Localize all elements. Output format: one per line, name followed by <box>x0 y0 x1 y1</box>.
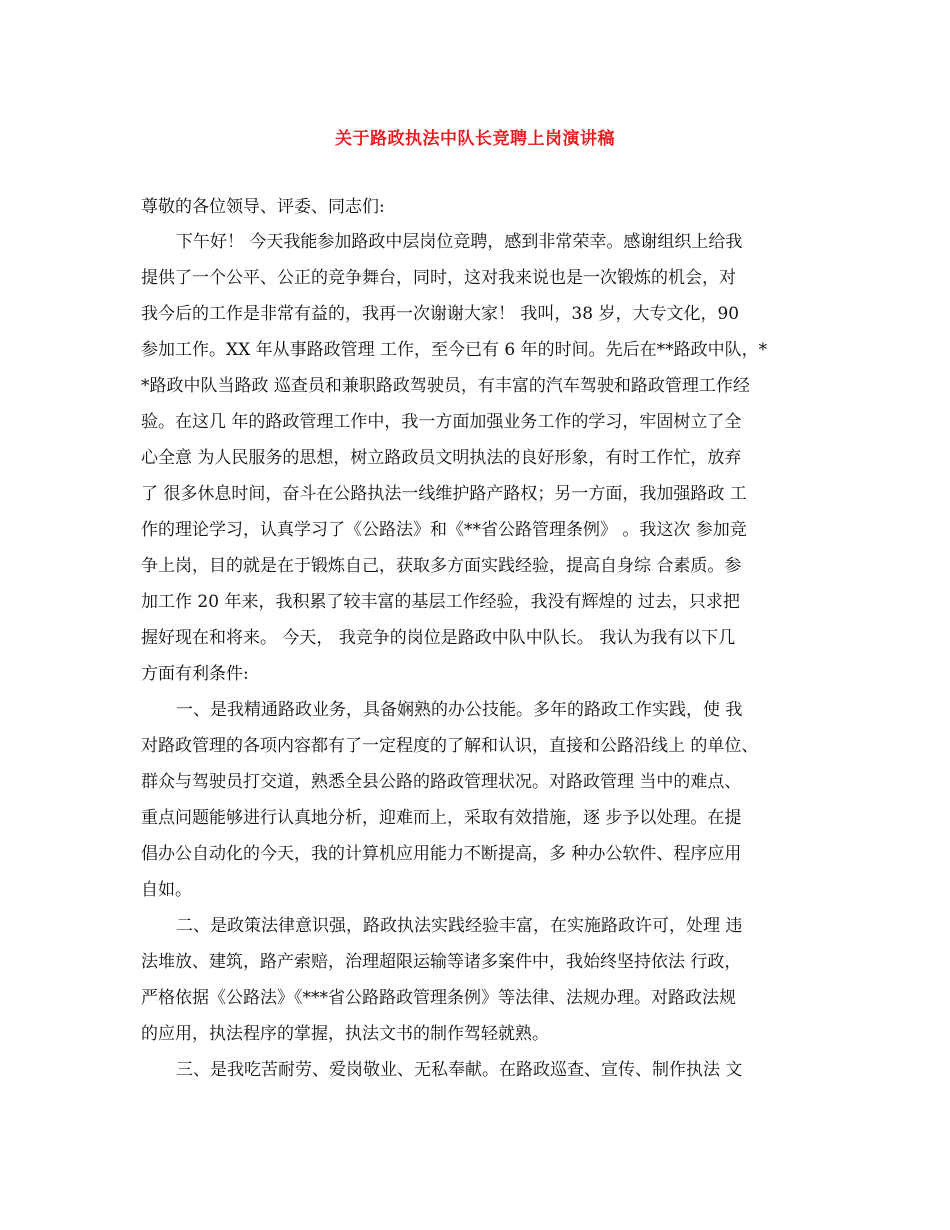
text-line: 群众与驾驶员打交道，熟悉全县公路的路政管理状况。对路政管理 当中的难点、 <box>141 772 742 792</box>
text-line: 尊敬的各位领导、评委、同志们: <box>141 197 385 217</box>
text-line: 重点问题能够进行认真地分析，迎难而上，采取有效措施，逐 步予以处理。在提 <box>141 808 742 828</box>
text-line: *路政中队当路政 巡查员和兼职路政驾驶员，有丰富的汽车驾驶和路政管理工作经 <box>141 376 750 396</box>
text-line: 二、是政策法律意识强，路政执法实践经验丰富，在实施路政许可，处理 违 <box>176 916 743 936</box>
text-line: 下午好！ 今天我能参加路政中层岗位竞聘，感到非常荣幸。感谢组织上给我 <box>176 232 743 252</box>
text-line: 的应用，执法程序的掌握，执法文书的制作驾轻就熟。 <box>141 1024 549 1044</box>
text-line: 方面有利条件: <box>141 664 249 684</box>
text-line: 提供了一个公平、公正的竞争舞台，同时，这对我来说也是一次锻炼的机会，对 <box>141 268 736 288</box>
text-line: 了 很多休息时间，奋斗在公路执法一线维护路产路权；另一方面，我加强路政 工 <box>141 484 747 504</box>
text-line: 作的理论学习，认真学习了《公路法》和《**省公路管理条例》 。我这次 参加竞 <box>141 520 747 540</box>
text-line: 法堆放、建筑，路产索赔，治理超限运输等诸多案件中，我始终坚持依法 行政， <box>141 952 742 972</box>
text-line: 自如。 <box>141 880 192 900</box>
text-line: 加工作 20 年来，我积累了较丰富的基层工作经验，我没有辉煌的 过去，只求把 <box>141 592 740 612</box>
text-line: 倡办公自动化的今天，我的计算机应用能力不断提高，多 种办公软件、程序应用 <box>141 844 742 864</box>
text-line: 对路政管理的各项内容都有了一定程度的了解和认识，直接和公路沿线上 的单位、 <box>141 736 759 756</box>
text-line: 验。在这几 年的路政管理工作中，我一方面加强业务工作的学习，牢固树立了全 <box>141 412 742 432</box>
text-line: 握好现在和将来。 今天， 我竞争的岗位是路政中队中队长。 我认为我有以下几 <box>141 628 736 648</box>
document-title: 关于路政执法中队长竞聘上岗演讲稿 <box>335 129 615 149</box>
text-line: 心全意 为人民服务的思想，树立路政员文明执法的良好形象，有时工作忙，放弃 <box>141 448 742 468</box>
text-line: 争上岗，目的就是在于锻炼自己，获取多方面实践经验，提高自身综 合素质。参 <box>141 556 742 576</box>
text-line: 三、是我吃苦耐劳、爱岗敬业、无私奉献。在路政巡查、宣传、制作执法 文 <box>176 1060 743 1080</box>
text-line: 我今后的工作是非常有益的，我再一次谢谢大家！ 我叫，38 岁，大专文化，90 <box>141 304 740 324</box>
text-line: 一、是我精通路政业务，具备娴熟的办公技能。多年的路政工作实践，使 我 <box>176 700 743 720</box>
text-line: 参加工作。XX 年从事路政管理 工作，至今已有 6 年的时间。先后在**路政中队，* <box>141 340 768 360</box>
text-line: 严格依据《公路法》《***省公路路政管理条例》等法律、法规办理。对路政法规 <box>141 988 736 1008</box>
